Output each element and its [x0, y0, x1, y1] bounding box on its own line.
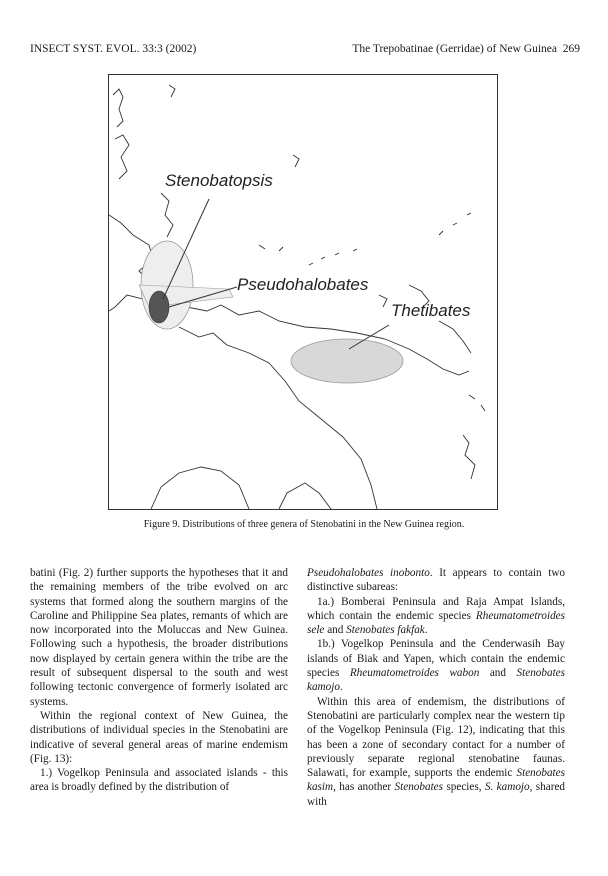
left-paragraph-2: Within the regional context of New Guinea, the distributions of individual species in the Stenobatini are indicative of several general areas of marine endemism (Fig. 13): — [30, 709, 288, 765]
island-chain-south — [469, 395, 485, 411]
right-paragraph-2: 1a.) Bomberai Peninsula and Raja Ampat Islands, which contain the endemic species Rheumatometroides sele and Stenobates fakfak. — [307, 595, 565, 637]
left-paragraph-3: 1.) Vogelkop Peninsula and associated islands - this area is broadly defined by the distribution of — [30, 767, 288, 794]
label-pseudohalobates: Pseudohalobates — [237, 275, 369, 294]
coastline-philippines-a — [113, 89, 123, 127]
species-name: Pseudohalobates inobonto — [307, 567, 430, 579]
pseudohalobates-core-range — [149, 291, 169, 323]
island-chain-north — [309, 249, 357, 265]
island-vanuatu — [463, 435, 475, 479]
right-column — [307, 566, 565, 809]
coastline-australia-a — [151, 467, 249, 509]
island-chain-east — [439, 213, 471, 235]
journal-citation: INSECT SYST. EVOL. 33:3 (2002) — [30, 43, 197, 55]
right-paragraph-3: 1b.) Vogelkop Peninsula and the Cenderwasih Bay islands of Biak and Yapen, which contain the endemic species Rheumatometroides wabon and Stenobates kamojo. — [307, 638, 566, 694]
left-paragraph-1: batini (Fig. 2) further supports the hypotheses that it and the remaining members of the tribe evolved on arc systems that formed along the southern margins of the Caroline and Philippine Sea plates, remants of which are now incorporated into the Moluccas and New Guinea. Following such a hypothesis, the broader distributions now displayed by certain genera within the tribe are the result of subsequent dispersal to the south and west following tectonic convergence of formerly isolated arc systems. — [30, 567, 288, 708]
coastline-philippines-b — [115, 135, 129, 179]
species-name: Rheumatometroides wabon — [349, 667, 480, 680]
left-column — [30, 566, 288, 795]
label-thetibates: Thetibates — [391, 301, 471, 320]
species-name: Stenobates kamojo — [307, 667, 566, 694]
distribution-map — [108, 74, 498, 510]
label-stenobatopsis: Stenobatopsis — [165, 171, 273, 190]
right-paragraph-1: Pseudohalobates inobonto. It appears to contain two distinctive subareas: — [307, 567, 565, 594]
species-name: Stenobates kasim — [307, 767, 565, 794]
figure-caption: Figure 9. Distributions of three genera of Stenobatini in the New Guinea region. — [143, 519, 465, 530]
species-name: S. kamojo — [484, 781, 530, 794]
genus-name: Stenobates — [394, 781, 444, 794]
thetibates-range — [291, 339, 403, 383]
page-number: 269 — [562, 43, 580, 55]
right-paragraph-4: Within this area of endemism, the distributions of Stenobatini are particularly complex near the western tip of the Vogelkop Peninsula (Fig. 12), indicating that this has been a zone of secondary contact for a number of previously separate regional stenobatine faunas. Salawati, for example, supports the endemic Stenobates kasim, has another Stenobates species, S. kamojo, shared with — [307, 695, 566, 808]
coastline-australia-b — [279, 483, 331, 509]
species-name: Rheumatometroides sele — [307, 609, 565, 637]
island-north-a — [169, 85, 175, 97]
island-chain-mid — [259, 245, 283, 251]
running-title-and-page — [352, 43, 580, 55]
island-bismarck-a — [379, 295, 387, 307]
island-north-b — [293, 155, 299, 167]
coastline-halmahera — [161, 193, 173, 237]
island-solomons — [439, 321, 471, 353]
species-name: Stenobates fakfak — [346, 624, 425, 637]
running-header — [30, 43, 580, 59]
running-title: The Trepobatinae (Gerridae) of New Guinea — [352, 43, 557, 55]
